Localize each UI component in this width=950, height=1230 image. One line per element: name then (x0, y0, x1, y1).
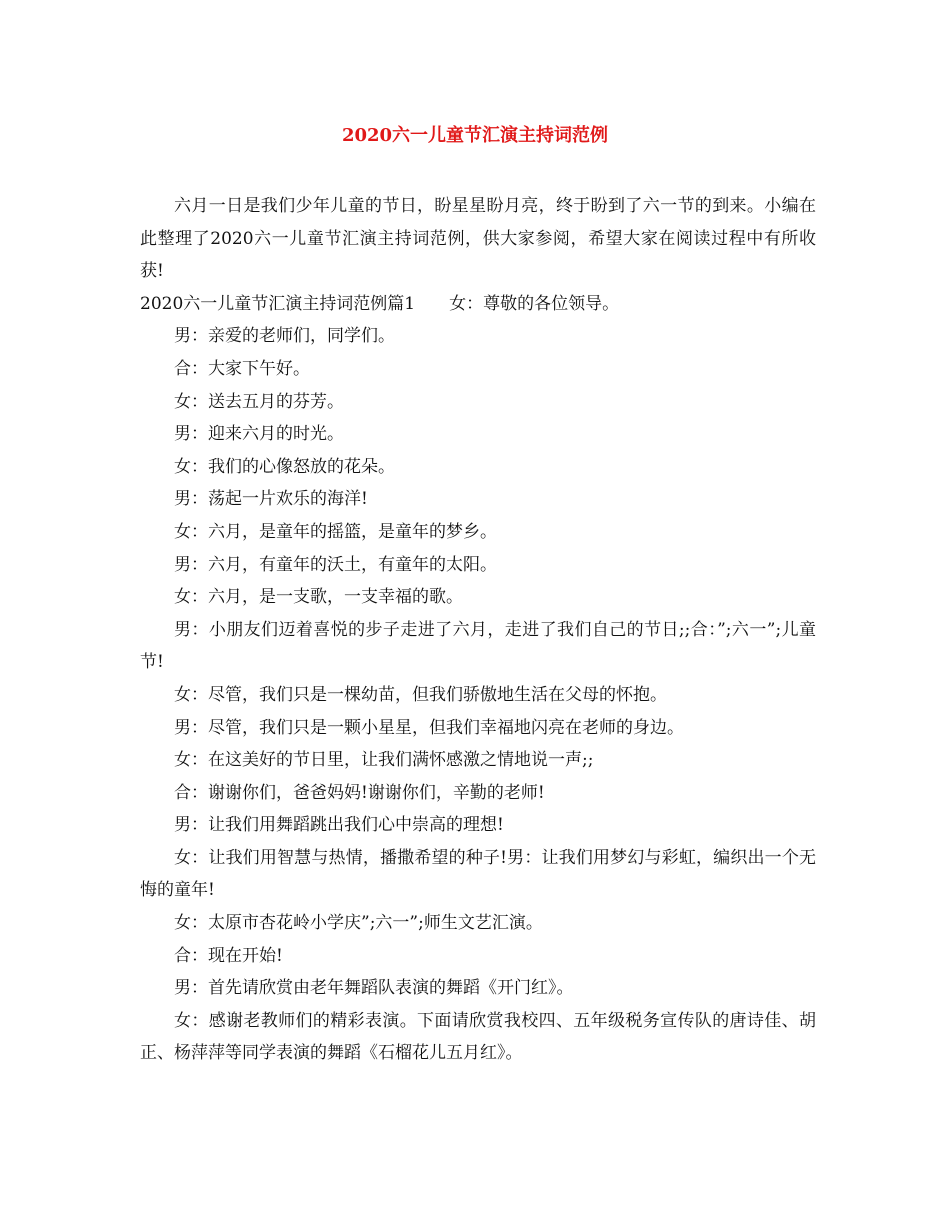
script-line: 女：六月，是童年的摇篮，是童年的梦乡。 (174, 521, 497, 542)
script-line: 女：感谢老教师们的精彩表演。下面请欣赏我校四、五年级税务宣传队的唐诗佳、胡正、杨萍萍等同学表演的舞蹈《石榴花儿五月红》。 (140, 1010, 816, 1064)
script-line: 男：首先请欣赏由老年舞蹈队表演的舞蹈《开门红》。 (174, 978, 574, 999)
script-line: 合：现在开始! (174, 945, 283, 966)
section-heading-line (140, 288, 816, 321)
script-line: 男：尽管，我们只是一颗小星星，但我们幸福地闪亮在老师的身边。 (174, 717, 684, 738)
document-title: 2020六一儿童节汇演主持词范例 (341, 125, 609, 146)
script-line: 合：谢谢你们，爸爸妈妈!谢谢你们，辛勤的老师! (174, 782, 545, 803)
script-line: 合：大家下午好。 (174, 358, 310, 379)
script-line: 男：亲爱的老师们，同学们。 (174, 326, 395, 347)
section-first-line: 女：尊敬的各位领导。 (449, 293, 620, 314)
script-line: 男：迎来六月的时光。 (174, 424, 344, 445)
script-line: 男：六月，有童年的沃土，有童年的太阳。 (174, 554, 497, 575)
script-line: 女：让我们用智慧与热情，播撒希望的种子!男：让我们用梦幻与彩虹，编织出一个无悔的童年! (140, 847, 816, 901)
script-line: 女：太原市杏花岭小学庆”;六一”;师生文艺汇演。 (174, 913, 543, 934)
document-body (140, 190, 816, 1070)
script-line: 女：六月，是一支歌，一支幸福的歌。 (174, 587, 463, 608)
script-line: 男：小朋友们迈着喜悦的步子走进了六月，走进了我们自己的节日;;合：”;六一”;儿童节! (140, 619, 816, 673)
script-line: 男：让我们用舞蹈跳出我们心中崇高的理想! (174, 815, 504, 836)
script-line: 女：送去五月的芬芳。 (174, 391, 344, 412)
script-line: 女：尽管，我们只是一棵幼苗，但我们骄傲地生活在父母的怀抱。 (174, 684, 667, 705)
script-line: 男：荡起一片欢乐的海洋! (174, 489, 368, 510)
script-line: 女：在这美好的节日里，让我们满怀感激之情地说一声;; (174, 750, 594, 771)
section-heading: 2020六一儿童节汇演主持词范例篇1 (140, 293, 416, 314)
script-line: 女：我们的心像怒放的花朵。 (174, 456, 395, 477)
intro-paragraph: 六月一日是我们少年儿童的节日，盼星星盼月亮，终于盼到了六一节的到来。小编在此整理了2020六一儿童节汇演主持词范例，供大家参阅，希望大家在阅读过程中有所收获! (140, 196, 816, 282)
